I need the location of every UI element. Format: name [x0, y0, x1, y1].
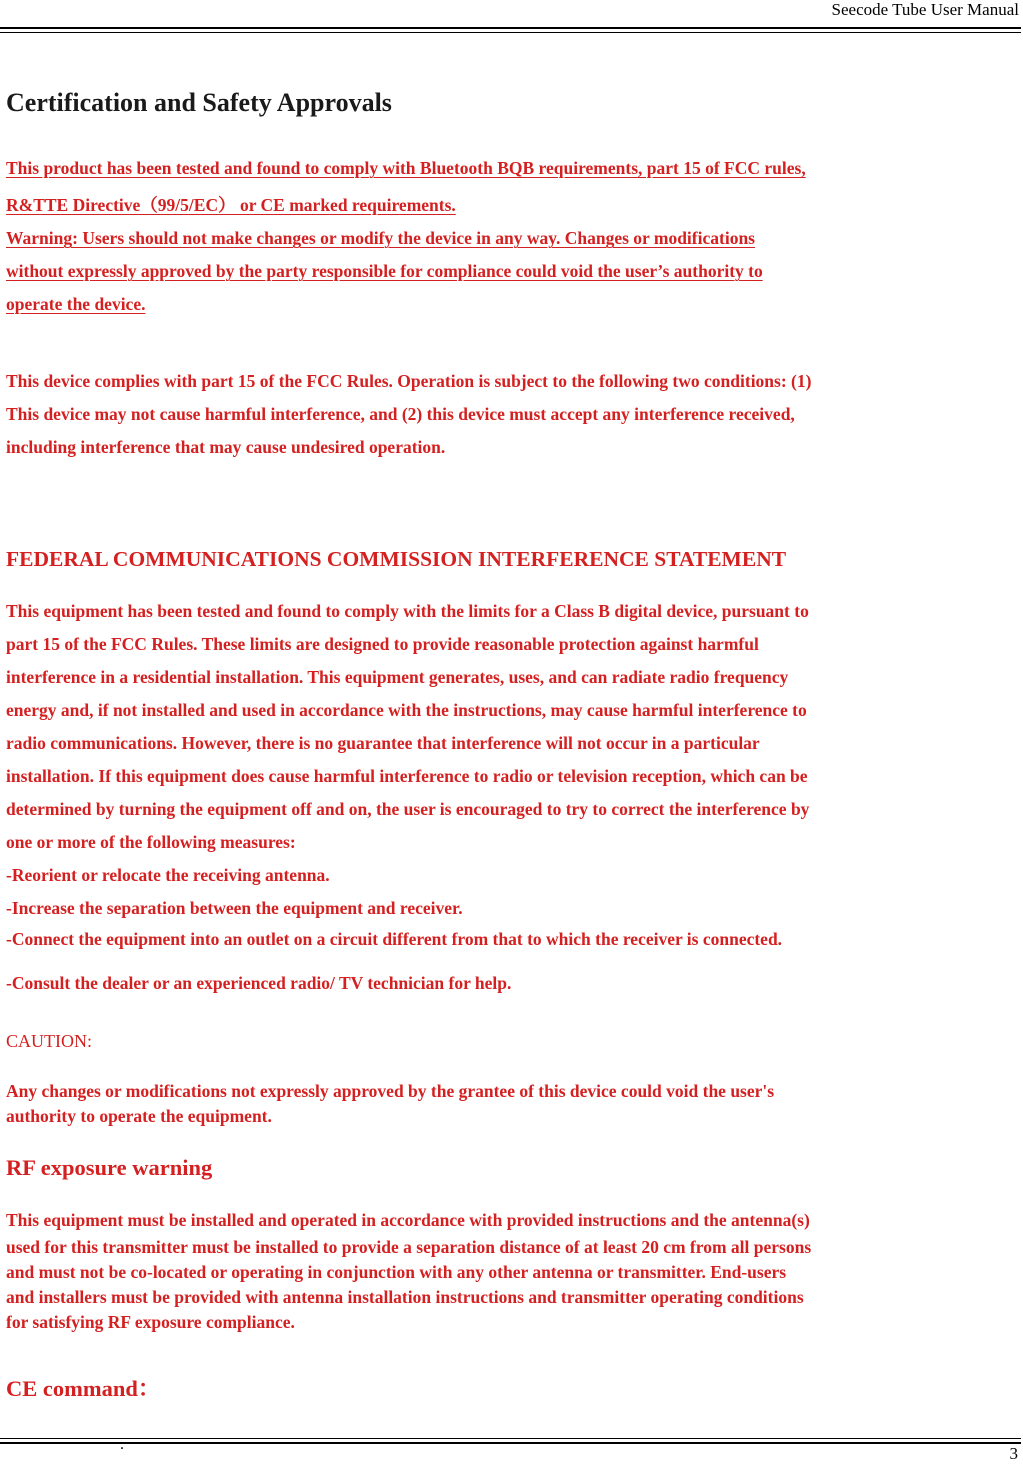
- compliance-line: R&TTE Directive（99/5/EC） or CE marked requirements.: [6, 195, 456, 215]
- rf-exposure-line: This equipment must be installed and operated in accordance with provided instructions and the antenna(s): [6, 1210, 810, 1230]
- manual-title: Seecode Tube User Manual: [831, 0, 1019, 19]
- fcc-measure: -Consult the dealer or an experienced radio/ TV technician for help.: [6, 973, 512, 993]
- fcc-line: one or more of the following measures:: [6, 832, 296, 852]
- page-title: Certification and Safety Approvals: [6, 88, 392, 117]
- fcc-line: This equipment has been tested and found to comply with the limits for a Class B digital device, pursuant to: [6, 601, 809, 621]
- footer-rule-thin: [0, 1438, 1021, 1439]
- rf-exposure-line: and installers must be provided with antenna installation instructions and transmitter operating conditions: [6, 1287, 804, 1307]
- fcc-line: radio communications. However, there is no guarantee that interference will not occur in a particular: [6, 733, 760, 753]
- warning-line: Warning: Users should not make changes or modify the device in any way. Changes or modifications: [6, 228, 755, 248]
- fcc-measure: -Increase the separation between the equipment and receiver.: [6, 898, 463, 918]
- rf-exposure-line: for satisfying RF exposure compliance.: [6, 1312, 295, 1332]
- fcc-measure: -Reorient or relocate the receiving antenna.: [6, 865, 330, 885]
- warning-line: operate the device.: [6, 294, 146, 314]
- fcc-line: part 15 of the FCC Rules. These limits are designed to provide reasonable protection against harmful: [6, 634, 759, 654]
- caution-line: authority to operate the equipment.: [6, 1106, 272, 1126]
- footer-dot: .: [120, 1436, 124, 1453]
- fcc-line: installation. If this equipment does cause harmful interference to radio or television reception, which can be: [6, 766, 808, 786]
- fcc-line: determined by turning the equipment off and on, the user is encouraged to try to correct the interference by: [6, 799, 810, 819]
- header-rule-thin: [0, 32, 1021, 33]
- fcc-heading: FEDERAL COMMUNICATIONS COMMISSION INTERFERENCE STATEMENT: [6, 547, 787, 571]
- compliance-line: This product has been tested and found to comply with Bluetooth BQB requirements, part 15 of FCC rules,: [6, 158, 806, 178]
- part15-line: This device may not cause harmful interference, and (2) this device must accept any interference received,: [6, 404, 795, 424]
- header-rule-thick: [0, 27, 1021, 29]
- ce-command-heading: CE command：: [6, 1376, 161, 1401]
- fcc-line: energy and, if not installed and used in accordance with the instructions, may cause harmful interference to: [6, 700, 807, 720]
- rf-exposure-heading: RF exposure warning: [6, 1155, 213, 1180]
- rf-exposure-line: used for this transmitter must be installed to provide a separation distance of at least 20 cm from all persons: [6, 1237, 812, 1257]
- warning-line: without expressly approved by the party responsible for compliance could void the user’s authority to: [6, 261, 763, 281]
- caution-line: Any changes or modifications not expressly approved by the grantee of this device could void the user's: [6, 1081, 775, 1101]
- fcc-line: interference in a residential installation. This equipment generates, uses, and can radiate radio frequency: [6, 667, 789, 687]
- footer-rule-thick: [0, 1442, 1021, 1444]
- fcc-measure: -Connect the equipment into an outlet on a circuit different from that to which the receiver is connected.: [6, 929, 783, 949]
- page-number: 3: [1009, 1444, 1018, 1463]
- part15-line: This device complies with part 15 of the FCC Rules. Operation is subject to the following two conditions: (1): [6, 371, 812, 391]
- caution-label: CAUTION:: [6, 1031, 92, 1051]
- part15-line: including interference that may cause undesired operation.: [6, 437, 446, 457]
- rf-exposure-line: and must not be co-located or operating in conjunction with any other antenna or transmitter. End-users: [6, 1262, 787, 1282]
